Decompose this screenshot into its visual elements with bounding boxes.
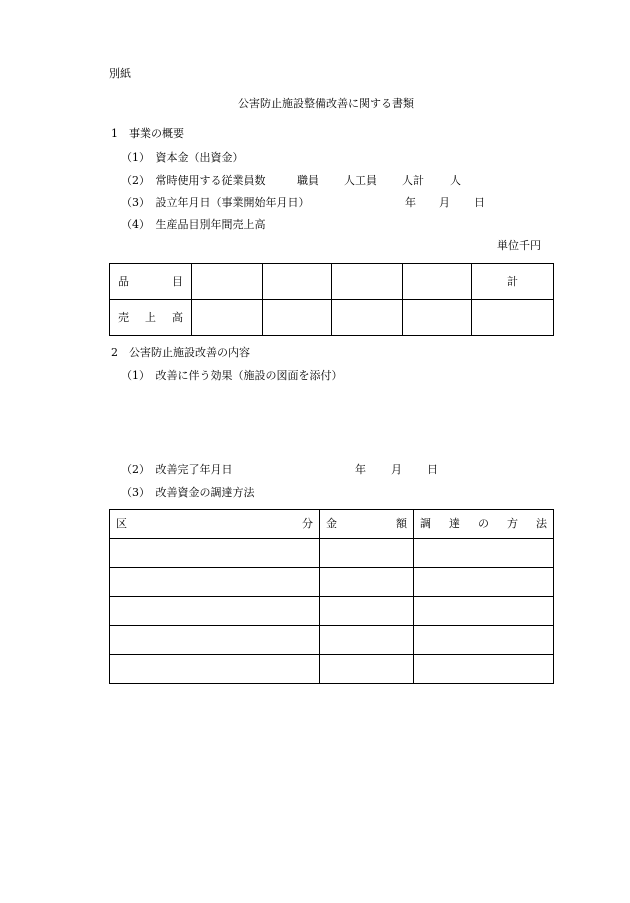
table-cell (110, 510, 320, 539)
table-row (110, 539, 554, 568)
table-cell[interactable] (414, 626, 554, 655)
section2-heading: 2 公害防止施設改善の内容 (111, 346, 250, 359)
table-row (110, 568, 554, 597)
table-cell[interactable] (414, 655, 554, 684)
cell-label: 売 (118, 310, 129, 324)
table-row (110, 626, 554, 655)
established-year: 年 (405, 196, 416, 209)
attachment-label: 別紙 (109, 67, 131, 80)
table-cell[interactable] (263, 264, 332, 300)
unit-label: 単位千円 (497, 239, 541, 252)
established-day: 日 (474, 196, 485, 209)
table-row (110, 300, 554, 336)
cell-label: 目 (172, 274, 183, 288)
document-title: 公害防止施設整備改善に関する書類 (238, 97, 414, 110)
table-cell[interactable] (192, 264, 263, 300)
funding-table (109, 509, 554, 684)
table-cell (320, 510, 414, 539)
cell-label: 高 (172, 310, 183, 324)
item-funding: （3） 改善資金の調達方法 (121, 486, 255, 499)
table-row (110, 597, 554, 626)
item-sales: （4） 生産品目別年間売上高 (121, 218, 266, 231)
completion-month: 月 (391, 463, 402, 476)
table-cell[interactable] (414, 597, 554, 626)
table-cell[interactable] (320, 626, 414, 655)
table-cell[interactable] (332, 264, 403, 300)
employees-person: 人 (450, 174, 461, 187)
table-cell[interactable] (403, 300, 472, 336)
table-cell (472, 264, 554, 300)
sales-table (109, 263, 554, 336)
cell-label: 区 (116, 517, 127, 530)
cell-label: 計 (507, 274, 518, 288)
employees-laborer: 人工員 (344, 174, 377, 187)
table-cell[interactable] (263, 300, 332, 336)
cell-label: 法 (536, 517, 547, 530)
cell-label: 方 (507, 517, 518, 530)
employees-staff: 職員 (297, 174, 319, 187)
completion-day: 日 (427, 463, 438, 476)
table-cell[interactable] (414, 539, 554, 568)
table-cell[interactable] (192, 300, 263, 336)
table-cell[interactable] (320, 597, 414, 626)
item-employees: （2） 常時使用する従業員数 (121, 174, 266, 187)
employees-total: 人計 (402, 174, 424, 187)
table-cell[interactable] (110, 626, 320, 655)
table-cell[interactable] (320, 568, 414, 597)
table-cell (110, 300, 192, 336)
table-cell[interactable] (110, 597, 320, 626)
table-cell[interactable] (110, 655, 320, 684)
table-cell[interactable] (403, 264, 472, 300)
table-cell[interactable] (472, 300, 554, 336)
cell-label: 上 (145, 310, 156, 324)
cell-label: 額 (396, 517, 407, 530)
established-month: 月 (439, 196, 450, 209)
cell-label: 達 (449, 517, 460, 530)
cell-label: 品 (118, 274, 129, 288)
completion-year: 年 (355, 463, 366, 476)
table-cell[interactable] (320, 539, 414, 568)
table-cell[interactable] (320, 655, 414, 684)
item-completion: （2） 改善完了年月日 (121, 463, 233, 476)
cell-label: 金 (326, 517, 337, 530)
cell-label: の (478, 517, 489, 530)
table-row (110, 655, 554, 684)
table-cell[interactable] (110, 539, 320, 568)
table-cell[interactable] (332, 300, 403, 336)
cell-label: 調 (420, 517, 431, 530)
item-established: （3） 設立年月日（事業開始年月日） (121, 196, 310, 209)
table-cell[interactable] (110, 568, 320, 597)
table-cell[interactable] (414, 568, 554, 597)
table-row (110, 510, 554, 539)
table-cell (110, 264, 192, 300)
section1-heading: 1 事業の概要 (111, 127, 184, 140)
item-effects: （1） 改善に伴う効果（施設の図面を添付） (121, 369, 343, 382)
cell-label: 分 (302, 517, 313, 530)
table-row (110, 264, 554, 300)
item-capital: （1） 資本金（出資金） (121, 151, 244, 164)
table-cell (414, 510, 554, 539)
